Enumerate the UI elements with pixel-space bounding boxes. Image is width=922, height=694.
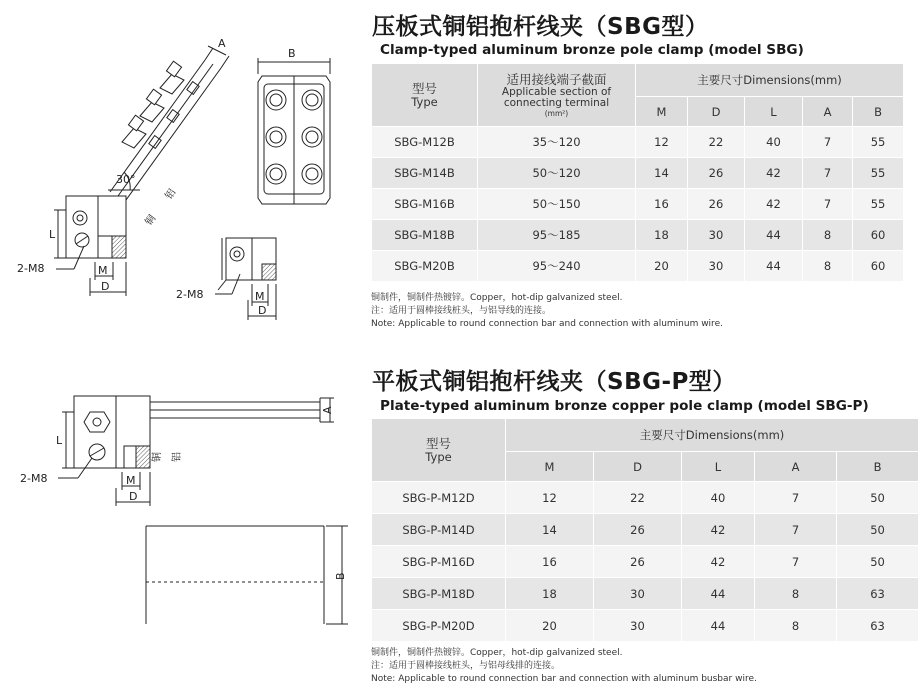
sbgp-front-view — [146, 526, 348, 624]
label-D-sbgp: D — [129, 490, 138, 503]
label-M-detail: M — [255, 290, 265, 303]
sbgp-header-B: B — [837, 452, 919, 482]
sbg-header-section: 适用接线端子截面 Applicable section of connecting terminal (mm²) — [478, 64, 636, 127]
sbgp-notes — [371, 647, 757, 686]
sbgp-header-A: A — [755, 452, 837, 482]
sbgp-header-L: L — [682, 452, 755, 482]
label-A-sbgp: A — [321, 406, 334, 414]
label-B-sbgp: B — [334, 572, 347, 580]
table-row: SBG-M16B 50～150 16 26 42 7 55 — [372, 189, 904, 220]
sbgp-header-D: D — [594, 452, 682, 482]
table-row: SBG-P-M18D 18 30 44 8 63 — [372, 578, 919, 610]
label-L-sbg: L — [49, 228, 56, 241]
sbg-header-M: M — [636, 97, 688, 127]
sbgp-spec-table — [371, 418, 919, 642]
sbgp-header-M: M — [506, 452, 594, 482]
sbgp-header-type: 型号 Type — [372, 419, 506, 482]
sbg-title: 压板式铜铝抱杆线夹（SBG型） — [372, 14, 709, 40]
label-bolts-sbg: 2-M8 — [17, 262, 45, 275]
table-row: SBG-M18B 95～185 18 30 44 8 60 — [372, 220, 904, 251]
label-L-sbgp: L — [56, 434, 63, 447]
label-bolts-detail: 2-M8 — [176, 288, 204, 301]
table-row: SBG-P-M16D 16 26 42 7 50 — [372, 546, 919, 578]
table-row: SBG-P-M20D 20 30 44 8 63 — [372, 610, 919, 642]
sbg-notes — [371, 292, 723, 331]
sbg-spec-table — [371, 63, 904, 282]
table-row: SBG-M12B 35～120 12 22 40 7 55 — [372, 127, 904, 158]
sbg-front-view — [258, 58, 330, 204]
table-row: SBG-M20B 95～240 20 30 44 8 60 — [372, 251, 904, 282]
sbg-note-cn: 注：适用于圆棒接线桩头，与铝导线的连接。 — [371, 306, 552, 316]
sbg-header-L: L — [745, 97, 803, 127]
table-row: SBG-P-M12D 12 22 40 7 50 — [372, 482, 919, 514]
table-row: SBG-M14B 50～120 14 26 42 7 55 — [372, 158, 904, 189]
sbg-header-dimensions: 主要尺寸Dimensions(mm) — [636, 64, 904, 97]
sbg-header-D: D — [688, 97, 745, 127]
sbgp-header-dimensions: 主要尺寸Dimensions(mm) — [506, 419, 919, 452]
sbg-note-material: 铜制件，铜制件热镀锌。Copper，hot-dip galvanized steel. — [371, 293, 623, 303]
sbg-header-B: B — [853, 97, 904, 127]
sbg-header-A: A — [803, 97, 853, 127]
sbgp-note-en: Note: Applicable to round connection bar and connection with aluminum busbar wire. — [371, 674, 757, 684]
sbg-header-type: 型号 Type — [372, 64, 478, 127]
label-copper-sbgp: 铜 — [152, 452, 163, 462]
label-angle: 30° — [116, 173, 136, 186]
sbg-terminal-detail — [215, 238, 276, 320]
label-aluminum-sbgp: 铝 — [172, 452, 183, 462]
sbg-note-en: Note: Applicable to round connection bar and connection with aluminum wire. — [371, 319, 723, 329]
table-row: SBG-P-M14D 14 26 42 7 50 — [372, 514, 919, 546]
label-D-sbg: D — [101, 280, 110, 293]
sbgp-side-view — [58, 396, 334, 506]
label-copper-sbg: 铜 — [143, 213, 159, 228]
sbg-subtitle: Clamp-typed aluminum bronze pole clamp (model SBG) — [380, 42, 804, 58]
label-bolts-sbgp: 2-M8 — [20, 472, 48, 485]
label-D-detail: D — [258, 304, 267, 317]
sbgp-subtitle: Plate-typed aluminum bronze copper pole clamp (model SBG-P) — [380, 398, 869, 414]
label-M-sbgp: M — [126, 474, 136, 487]
sbgp-note-cn: 注：适用于圆棒接线桩头，与铝母线排的连接。 — [371, 661, 561, 671]
sbgp-note-material: 铜制件，铜制件热镀锌。Copper，hot-dip galvanized steel. — [371, 648, 623, 658]
sbgp-title: 平板式铜铝抱杆线夹（SBG-P型） — [372, 369, 736, 395]
label-M-sbg: M — [98, 264, 108, 277]
label-B-sbg: B — [288, 47, 296, 60]
label-A-sbg: A — [218, 37, 226, 50]
label-aluminum-sbg: 铝 — [163, 187, 179, 202]
technical-drawings — [0, 0, 365, 694]
sbg-side-view — [54, 46, 229, 296]
